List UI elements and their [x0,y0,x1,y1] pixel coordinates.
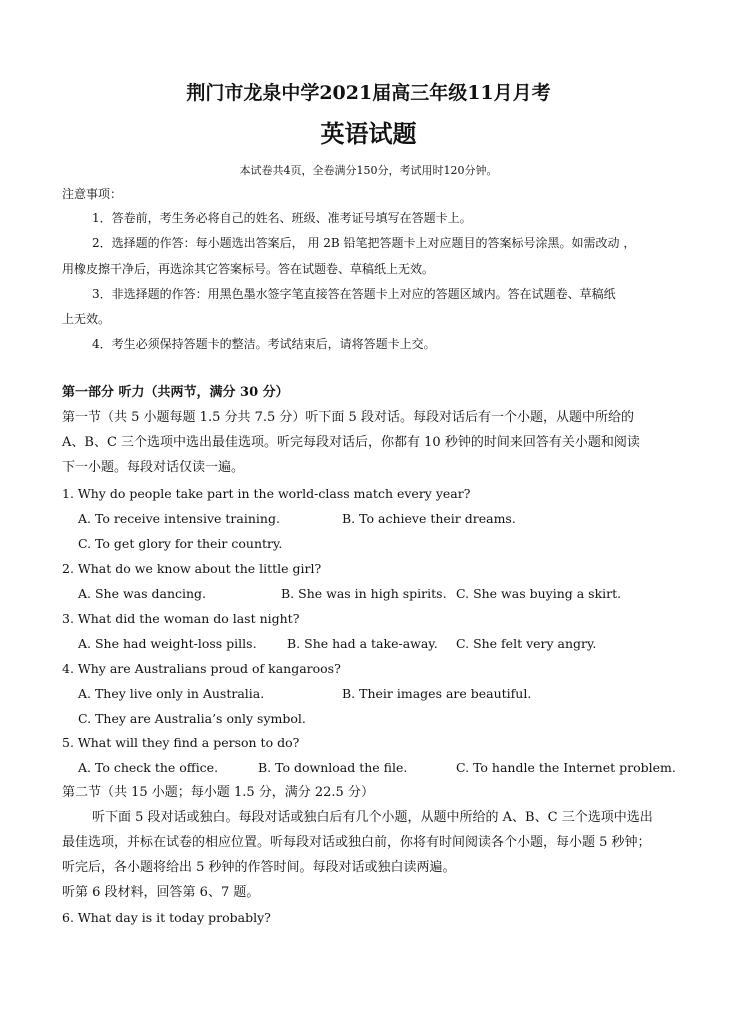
option-1a: A. To receive intensive training. [78,511,280,526]
option-2a: A. She was dancing. [78,586,207,601]
option-4c: C. They are Australia’s only symbol. [78,711,306,726]
section1-intro: A、B、C 三个选项中选出最佳选项。听完每段对话后，你都有 10 秒钟的时间来回答有关小题和阅读 [62,435,640,450]
option-3c: C. She felt very angry. [456,636,597,651]
option-3b: B. She had a take-away. [287,636,438,651]
question-4: 4. Why are Australians proud of kangaroos? [62,661,341,676]
option-1c: C. To get glory for their country. [78,536,283,551]
exam-meta: 本试卷共4页，全卷满分150分，考试用时120分钟。 [239,164,498,177]
notes-heading: 注意事项： [62,187,123,201]
note-line: 4．考生必须保持答题卡的整洁。考试结束后，请将答题卡上交。 [92,337,436,351]
question-3: 3. What did the woman do last night? [62,611,300,626]
option-5c: C. To handle the Internet problem. [456,760,676,775]
option-4a: A. They live only in Australia. [78,686,265,701]
exam-subtitle: 英语试题 [320,119,417,148]
option-2b: B. She was in high spirits. [281,586,447,601]
material-6-instruction: 听第 6 段材料，回答第 6、7 题。 [62,885,260,900]
question-5: 5. What will they find a person to do? [62,735,300,750]
part1-heading: 第一部分 听力（共两节，满分 30 分） [62,385,289,400]
section1-intro: 下一小题。每段对话仅读一遍。 [62,460,245,475]
option-4b: B. Their images are beautiful. [342,686,532,701]
note-line: 上无效。 [62,312,111,326]
section2-intro: 最佳选项，并标在试卷的相应位置。听每段对话或独白前，你将有时间阅读各个小题，每小题 5 秒钟； [62,835,651,850]
note-line: 用橡皮擦干净后，再选涂其它答案标号。答在试题卷、草稿纸上无效。 [62,262,435,276]
note-line: 3．非选择题的作答：用黑色墨水签字笔直接答在答题卡上对应的答题区域内。答在试题卷、草稿纸 [92,287,616,301]
option-5a: A. To check the office. [78,760,219,775]
note-line: 1．答卷前，考生务必将自己的姓名、班级、准考证号填写在答题卡上。 [92,211,472,225]
option-1b: B. To achieve their dreams. [342,511,516,526]
question-1: 1. Why do people take part in the world-class match every year? [62,486,471,501]
option-5b: B. To download the file. [258,760,408,775]
option-3a: A. She had weight-loss pills. [78,636,257,651]
question-2: 2. What do we know about the little girl? [62,561,322,576]
section1-intro: 第一节（共 5 小题每题 1.5 分共 7.5 分）听下面 5 段对话。每段对话后有一个小题，从题中所给的 [62,410,634,425]
note-line: 2．选择题的作答：每小题选出答案后， 用 2B 铅笔把答题卡上对应题目的答案标号涂黑。如需改动 ， [92,236,636,250]
exam-title: 荆门市龙泉中学2021届高三年级11月月考 [186,82,551,104]
option-2c: C. She was buying a skirt. [456,586,622,601]
section2-intro: 听下面 5 段对话或独白。每段对话或独白后有几个小题，从题中所给的 A、B、C 三个选项中选出 [92,810,653,825]
section2-heading: 第二节（共 15 小题；每小题 1.5 分，满分 22.5 分） [62,785,374,800]
question-6: 6. What day is it today probably? [62,910,271,925]
section2-intro: 听完后，各小题将给出 5 秒钟的作答时间。每段对话或独白读两遍。 [62,860,456,875]
